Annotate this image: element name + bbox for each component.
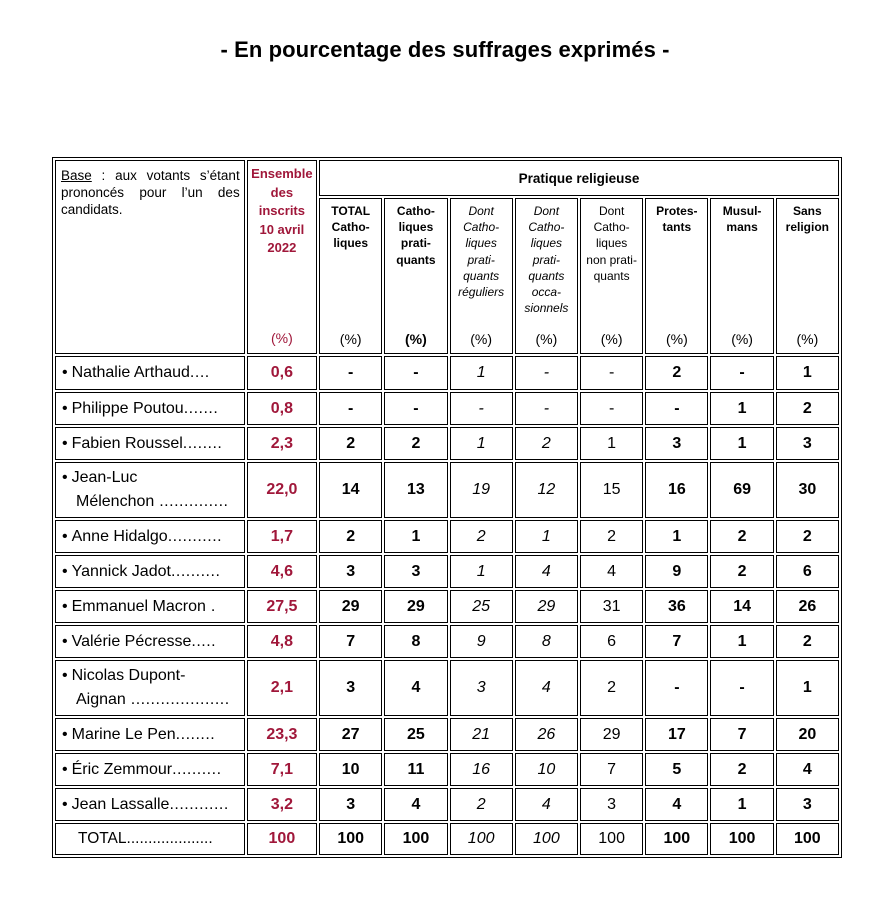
column-header	[580, 198, 643, 354]
column-header-line: TOTAL	[331, 204, 371, 218]
bullet: •	[62, 469, 68, 486]
cell-value: 36	[645, 590, 708, 623]
cell-value: 1	[580, 427, 643, 460]
ensemble-value: 27,5	[247, 590, 317, 623]
bullet: •	[62, 597, 68, 615]
column-header-line: quants	[593, 268, 630, 283]
cell-value: 7	[580, 753, 643, 786]
cell-value: 1	[776, 356, 839, 390]
candidate-name	[55, 555, 245, 588]
column-header	[710, 198, 773, 354]
table-row	[55, 625, 839, 658]
bullet: •	[62, 364, 68, 381]
cell-value: 100	[319, 823, 382, 855]
cell-value: 15	[580, 462, 643, 518]
bullet: •	[62, 760, 68, 778]
cell-value: -	[580, 392, 643, 425]
candidate-name	[55, 753, 245, 786]
column-unit: (%)	[665, 330, 688, 347]
ensemble-value: 23,3	[247, 718, 317, 751]
column-header	[515, 198, 578, 354]
column-header-line: Catho-	[331, 220, 370, 235]
ensemble-value: 1,7	[247, 520, 317, 553]
cell-value: 27	[319, 718, 382, 751]
cell-value: 7	[645, 625, 708, 658]
candidate-name-text-2: Aignan	[76, 691, 126, 708]
cell-value: 100	[710, 823, 773, 855]
candidate-name	[55, 427, 245, 460]
cell-value: -	[645, 392, 708, 425]
cell-value: 1	[710, 788, 773, 821]
cell-value: 31	[580, 590, 643, 623]
column-unit: (%)	[405, 330, 427, 347]
column-header-line: quants	[528, 268, 565, 283]
ensemble-header-line: 10 avril	[259, 221, 305, 237]
cell-value: 30	[776, 462, 839, 518]
column-header	[384, 198, 447, 354]
column-header-line: liques	[595, 236, 628, 251]
column-header-line: non prati-	[586, 252, 637, 267]
candidate-name-text: Fabien Roussel	[71, 434, 183, 452]
cell-value: 10	[515, 753, 578, 786]
candidate-name	[55, 462, 245, 518]
column-unit: (%)	[796, 330, 819, 347]
table-row	[55, 788, 839, 821]
candidate-name-text: Jean-Luc	[71, 469, 138, 486]
ensemble-value: 3,2	[247, 788, 317, 821]
pratique-religieuse-header: Pratique religieuse	[319, 160, 839, 196]
cell-value: 2	[645, 356, 708, 390]
cell-value: 1	[710, 392, 773, 425]
bullet: •	[62, 434, 68, 452]
column-header-line: Dont	[533, 204, 560, 218]
ensemble-value: 2,1	[247, 660, 317, 716]
column-header	[645, 198, 708, 354]
table-row	[55, 555, 839, 588]
bullet: •	[62, 399, 68, 417]
leader-dots: ........	[182, 434, 223, 452]
column-header-line: Musul-	[722, 204, 762, 218]
column-header-line: sionnels	[524, 301, 569, 316]
bullet: •	[62, 725, 68, 743]
cell-value: -	[710, 356, 773, 390]
column-header-line: liques	[530, 236, 563, 251]
cell-value: 4	[384, 660, 447, 716]
cell-value: 26	[776, 590, 839, 623]
candidate-name-text: Philippe Poutou	[71, 399, 184, 417]
cell-value: 3	[319, 660, 382, 716]
column-header-line: mans	[726, 220, 758, 235]
cell-value: -	[319, 392, 382, 425]
cell-value: 1	[710, 625, 773, 658]
cell-value: 3	[319, 555, 382, 588]
base-description: Base : aux votants s’étant prononcés pour l’un des candidats.	[55, 160, 245, 354]
cell-value: 4	[515, 660, 578, 716]
column-header-line: liques	[333, 236, 369, 251]
ensemble-header-line: 2022	[267, 240, 297, 255]
cell-value: -	[580, 356, 643, 390]
cell-value: 2	[450, 520, 513, 553]
cell-value: 100	[580, 823, 643, 855]
cell-value: 2	[384, 427, 447, 460]
bullet: •	[62, 795, 68, 813]
cell-value: 17	[645, 718, 708, 751]
cell-value: 4	[515, 788, 578, 821]
cell-value: -	[515, 392, 578, 425]
candidate-name-text: Marine Le Pen	[71, 725, 176, 743]
leader-dots: ....	[189, 364, 210, 381]
column-header-line: religion	[785, 220, 830, 235]
cell-value: 2	[710, 753, 773, 786]
cell-value: 29	[384, 590, 447, 623]
bullet: •	[62, 527, 68, 545]
cell-value: 4	[515, 555, 578, 588]
ensemble-value: 100	[247, 823, 317, 855]
cell-value: 4	[776, 753, 839, 786]
candidate-name	[55, 788, 245, 821]
cell-value: 2	[776, 520, 839, 553]
column-header-line: réguliers	[458, 285, 505, 300]
cell-value: 2	[319, 427, 382, 460]
cell-value: 12	[515, 462, 578, 518]
leader-dots: ..............	[154, 493, 229, 510]
cell-value: 29	[319, 590, 382, 623]
column-header-line: Dont	[468, 204, 494, 218]
table-row	[55, 520, 839, 553]
leader-dots: .......	[183, 399, 219, 417]
ensemble-value: 4,6	[247, 555, 317, 588]
candidate-name	[55, 660, 245, 716]
column-header	[776, 198, 839, 354]
column-header-line: quants	[463, 268, 500, 283]
cell-value: 21	[450, 718, 513, 751]
leader-dots: ........	[175, 725, 216, 743]
cell-value: 29	[580, 718, 643, 751]
table-row	[55, 392, 839, 425]
bullet: •	[62, 562, 68, 580]
cell-value: -	[384, 356, 447, 390]
cell-value: -	[384, 392, 447, 425]
cell-value: 2	[776, 625, 839, 658]
candidate-name-line2	[62, 490, 242, 514]
column-header-line: liques	[465, 236, 497, 251]
column-header-line: Sans	[793, 204, 822, 218]
column-unit: (%)	[339, 330, 362, 347]
leader-dots: ....................	[126, 830, 213, 847]
ensemble-value: 2,3	[247, 427, 317, 460]
candidate-name-text: Yannick Jadot	[71, 562, 171, 580]
cell-value: 3	[580, 788, 643, 821]
cell-value: -	[710, 660, 773, 716]
cell-value: 10	[319, 753, 382, 786]
column-header-line: Catho-	[593, 220, 630, 235]
cell-value: 16	[450, 753, 513, 786]
table-row	[55, 753, 839, 786]
candidate-name-text: Jean Lassalle	[71, 795, 170, 813]
cell-value: 25	[384, 718, 447, 751]
cell-value: -	[319, 356, 382, 390]
cell-value: 3	[384, 555, 447, 588]
cell-value: 1	[710, 427, 773, 460]
cell-value: 8	[384, 625, 447, 658]
cell-value: 13	[384, 462, 447, 518]
column-header-line: prati-	[532, 252, 561, 267]
candidate-name-text: Anne Hidalgo	[71, 527, 168, 545]
cell-value: 7	[710, 718, 773, 751]
candidate-name	[55, 392, 245, 425]
ensemble-header-line: des	[270, 184, 294, 200]
cell-value: 1	[450, 555, 513, 588]
candidate-name-text-2: Mélenchon	[76, 493, 155, 510]
candidate-name	[55, 590, 245, 623]
table-row	[55, 718, 839, 751]
results-table	[52, 157, 842, 858]
leader-dots: ..........	[172, 760, 222, 778]
cell-value: -	[515, 356, 578, 390]
table-row	[55, 660, 839, 716]
candidate-name	[55, 718, 245, 751]
column-header-line: Catho-	[528, 220, 565, 235]
ensemble-header-line: Ensemble	[251, 166, 313, 181]
leader-dots: ...........	[167, 527, 223, 545]
cell-value: 2	[450, 788, 513, 821]
cell-value: 2	[710, 520, 773, 553]
ensemble-value: 4,8	[247, 625, 317, 658]
cell-value: 14	[319, 462, 382, 518]
cell-value: 2	[580, 520, 643, 553]
cell-value: 9	[645, 555, 708, 588]
cell-value: 3	[776, 788, 839, 821]
column-header-line: prati-	[400, 236, 431, 251]
candidate-name-text: Nicolas Dupont-	[71, 667, 186, 684]
column-header	[450, 198, 513, 354]
column-header-line: Protes-	[656, 204, 698, 218]
candidate-name	[55, 625, 245, 658]
cell-value: 6	[776, 555, 839, 588]
cell-value: 8	[515, 625, 578, 658]
cell-value: 2	[710, 555, 773, 588]
cell-value: 100	[645, 823, 708, 855]
candidate-name-line2	[62, 688, 242, 712]
cell-value: -	[450, 392, 513, 425]
column-header	[319, 198, 382, 354]
ensemble-value: 0,8	[247, 392, 317, 425]
cell-value: -	[645, 660, 708, 716]
bullet: •	[62, 632, 68, 650]
cell-value: 1	[515, 520, 578, 553]
cell-value: 19	[450, 462, 513, 518]
cell-value: 1	[450, 356, 513, 390]
total-row	[55, 823, 839, 855]
cell-value: 9	[450, 625, 513, 658]
table-row	[55, 356, 839, 390]
ensemble-value: 22,0	[247, 462, 317, 518]
cell-value: 11	[384, 753, 447, 786]
candidate-name-text: Éric Zemmour	[71, 760, 173, 778]
cell-value: 3	[776, 427, 839, 460]
cell-value: 100	[450, 823, 513, 855]
ensemble-header	[247, 160, 317, 354]
cell-value: 16	[645, 462, 708, 518]
column-header-line: Catho-	[396, 204, 435, 218]
total-label-text: TOTAL	[78, 830, 127, 847]
cell-value: 5	[645, 753, 708, 786]
candidate-name-text: Nathalie Arthaud	[71, 364, 190, 381]
column-header-line: liques	[398, 220, 434, 235]
cell-value: 25	[450, 590, 513, 623]
column-header-line: Catho-	[463, 220, 500, 235]
leader-dots: .....	[191, 632, 217, 650]
column-unit: (%)	[731, 330, 753, 347]
ensemble-unit: (%)	[270, 329, 293, 346]
cell-value: 1	[776, 660, 839, 716]
table-row	[55, 590, 839, 623]
cell-value: 26	[515, 718, 578, 751]
cell-value: 7	[319, 625, 382, 658]
column-unit: (%)	[600, 330, 623, 347]
bullet: •	[62, 667, 68, 684]
header-row-1	[55, 160, 839, 196]
cell-value: 100	[384, 823, 447, 855]
cell-value: 6	[580, 625, 643, 658]
cell-value: 3	[450, 660, 513, 716]
cell-value: 1	[645, 520, 708, 553]
page-title: - En pourcentage des suffrages exprimés -	[220, 37, 670, 62]
leader-dots: .	[205, 597, 216, 615]
column-unit: (%)	[470, 330, 493, 347]
column-header-line: quants	[396, 252, 436, 267]
cell-value: 2	[776, 392, 839, 425]
cell-value: 69	[710, 462, 773, 518]
cell-value: 2	[319, 520, 382, 553]
ensemble-header-line: inscrits	[258, 203, 305, 218]
column-header-line: occa-	[531, 285, 562, 300]
candidate-name	[55, 356, 245, 390]
cell-value: 4	[645, 788, 708, 821]
candidate-name-text: Valérie Pécresse	[71, 632, 192, 650]
cell-value: 29	[515, 590, 578, 623]
column-header-line: prati-	[467, 252, 495, 267]
column-header-line: Dont	[598, 204, 625, 218]
cell-value: 14	[710, 590, 773, 623]
ensemble-value: 7,1	[247, 753, 317, 786]
cell-value: 4	[580, 555, 643, 588]
leader-dots: ............	[169, 795, 229, 813]
ensemble-value: 0,6	[247, 356, 317, 390]
table-row	[55, 462, 839, 518]
candidate-name	[55, 520, 245, 553]
cell-value: 20	[776, 718, 839, 751]
leader-dots: ....................	[125, 691, 230, 708]
total-label	[55, 823, 245, 855]
cell-value: 1	[384, 520, 447, 553]
cell-value: 100	[515, 823, 578, 855]
cell-value: 3	[645, 427, 708, 460]
candidate-name-text: Emmanuel Macron	[71, 597, 206, 615]
table-row	[55, 427, 839, 460]
leader-dots: ..........	[170, 562, 221, 580]
cell-value: 100	[776, 823, 839, 855]
cell-value: 1	[450, 427, 513, 460]
cell-value: 2	[515, 427, 578, 460]
cell-value: 2	[580, 660, 643, 716]
column-header-line: tants	[662, 220, 692, 235]
cell-value: 3	[319, 788, 382, 821]
cell-value: 4	[384, 788, 447, 821]
column-unit: (%)	[535, 330, 558, 347]
